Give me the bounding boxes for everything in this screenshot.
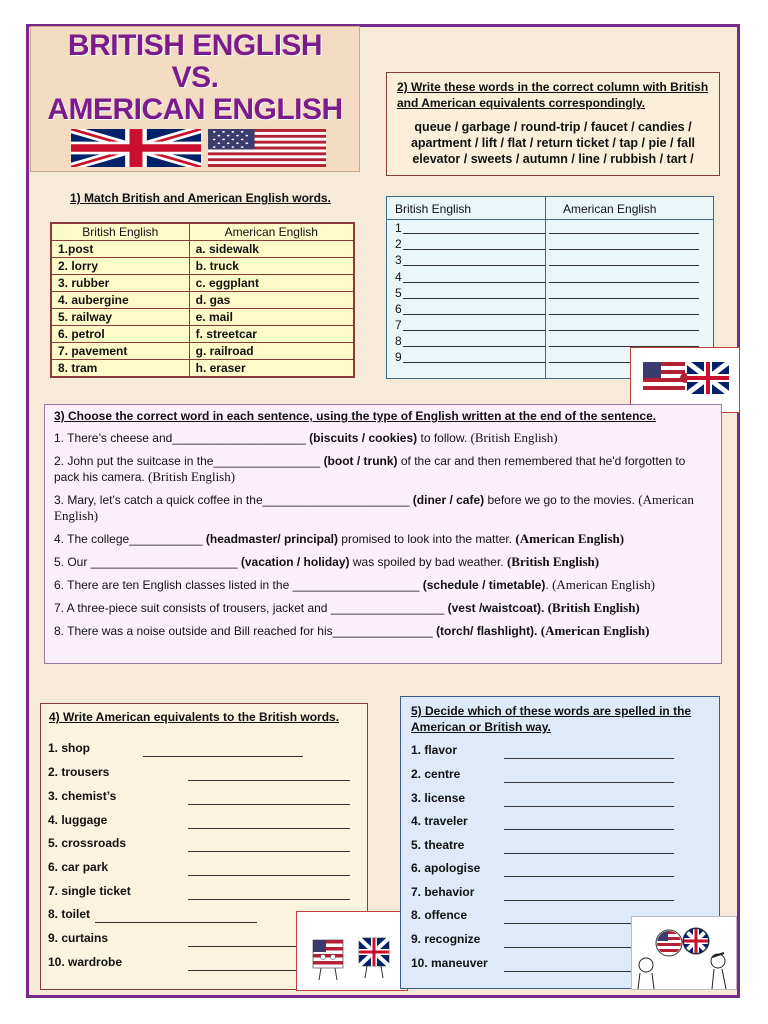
sentence-text: 5. Our ______________________ <box>54 555 241 569</box>
sentence <box>54 430 712 446</box>
american-cell: a. sidewalk <box>189 241 354 258</box>
row-number: 1 <box>395 221 402 235</box>
table-row <box>51 275 354 292</box>
sentence <box>54 623 712 639</box>
column-row <box>395 236 703 251</box>
column-row <box>395 220 703 235</box>
american-blank[interactable] <box>549 238 699 250</box>
sentence <box>54 492 712 524</box>
answer-blank[interactable] <box>188 864 350 876</box>
column-row <box>395 317 703 332</box>
task3-heading: 3) Choose the correct word in each sentence, using the type of English written at the end of the sentence. <box>54 409 657 423</box>
american-cell: g. railroad <box>189 343 354 360</box>
british-blank[interactable] <box>403 351 545 363</box>
table-row <box>51 258 354 275</box>
sentence-variety: (American English) <box>54 492 694 523</box>
title-line-3: AMERICAN ENGLISH <box>47 93 343 126</box>
british-blank[interactable] <box>403 303 545 315</box>
british-cell: 2. lorry <box>51 258 189 275</box>
sentence-text: 7. A three-piece suit consists of trousers, jacket and _________________ <box>54 601 448 615</box>
list-item: 10. maneuver <box>411 956 488 970</box>
answer-blank[interactable] <box>143 745 303 757</box>
sentence-text: 2. John put the suitcase in the________________ <box>54 454 324 468</box>
sentence-options: (vacation / holiday) <box>240 555 350 569</box>
match-table <box>50 222 355 378</box>
american-cell: c. eggplant <box>189 275 354 292</box>
sentence-rest: promised to look into the matter. <box>337 532 516 546</box>
answer-blank[interactable] <box>504 936 632 948</box>
answer-blank[interactable] <box>95 911 257 923</box>
list-item: 2. trousers <box>48 765 110 779</box>
answer-blank[interactable] <box>188 959 298 971</box>
sentence-variety: (American English) <box>515 531 625 546</box>
row-number: 4 <box>395 270 402 284</box>
sentence-options: (diner / cafe) <box>412 493 485 507</box>
sentence-text: 6. There are ten English classes listed in the ___________________ <box>54 578 423 592</box>
row-number: 6 <box>395 302 402 316</box>
british-blank[interactable] <box>403 238 545 250</box>
sentence-rest: of the car and then remembered that he'd forgotten to pack his camera. <box>54 454 686 484</box>
british-cell: 5. railway <box>51 309 189 326</box>
sentence <box>54 554 712 570</box>
sentence <box>54 577 712 593</box>
title-box <box>30 26 360 172</box>
answer-blank[interactable] <box>504 912 632 924</box>
table-row <box>51 241 354 258</box>
column-row <box>395 285 703 300</box>
answer-blank[interactable] <box>504 795 674 807</box>
columns-header-american: American English <box>563 202 657 216</box>
sentence-rest: . <box>545 578 553 592</box>
sentence-variety: (British English) <box>470 430 558 445</box>
puzzle-flags-icon <box>631 348 739 412</box>
answer-blank[interactable] <box>188 840 350 852</box>
us-flag-icon <box>208 129 326 167</box>
british-cell: 4. aubergine <box>51 292 189 309</box>
list-item: 8. toilet <box>48 907 91 921</box>
sentence <box>54 531 712 547</box>
row-number: 3 <box>395 253 402 267</box>
sentence-options: (torch/ flashlight). <box>436 624 538 638</box>
table-row <box>51 309 354 326</box>
list-item: 9. recognize <box>411 932 481 946</box>
sentence <box>54 453 712 485</box>
cartoon-people-icon <box>632 917 736 989</box>
british-cell: 7. pavement <box>51 343 189 360</box>
column-row <box>395 333 703 348</box>
american-blank[interactable] <box>549 254 699 266</box>
sentence-variety: (British English) <box>547 600 640 615</box>
british-cell: 3. rubber <box>51 275 189 292</box>
match-header-british: British English <box>51 223 189 241</box>
task4-heading: 4) Write American equivalents to the British words. <box>49 710 340 724</box>
list-item: 10. wardrobe <box>48 955 123 969</box>
list-item: 2. centre <box>411 767 461 781</box>
sentence-options: (schedule / timetable) <box>422 578 546 592</box>
british-blank[interactable] <box>403 287 545 299</box>
answer-blank[interactable] <box>504 842 674 854</box>
task3-box <box>44 404 722 664</box>
list-item: 9. curtains <box>48 931 109 945</box>
american-blank[interactable] <box>549 222 699 234</box>
sentence-rest: to follow. <box>417 431 471 445</box>
american-blank[interactable] <box>549 335 699 347</box>
british-cell: 6. petrol <box>51 326 189 343</box>
sentence-text: 4. The college___________ <box>54 532 206 546</box>
sentence-options: (biscuits / cookies) <box>309 431 418 445</box>
task2-word-list: queue / garbage / round-trip / faucet / candies / apartment / lift / flat / return ticket / tap / pie / fall elevator / sweets / autumn / line / rubbish / tart / <box>410 120 696 166</box>
sentence-options: (boot / trunk) <box>323 454 398 468</box>
row-number: 8 <box>395 334 402 348</box>
answer-blank[interactable] <box>504 771 674 783</box>
sentence-variety: (British English) <box>506 554 600 569</box>
american-blank[interactable] <box>549 303 699 315</box>
british-blank[interactable] <box>403 254 545 266</box>
answer-blank[interactable] <box>504 747 674 759</box>
sentence-variety: (British English) <box>148 469 236 484</box>
answer-blank[interactable] <box>504 865 674 877</box>
sentence-text: 3. Mary, let's catch a quick coffee in the______________________ <box>54 493 413 507</box>
british-blank[interactable] <box>403 335 545 347</box>
sentence-text: 8. There was a noise outside and Bill reached for his_______________ <box>54 624 437 638</box>
sentence-options: (headmaster/ principal) <box>205 532 338 546</box>
table-row <box>51 326 354 343</box>
answer-blank[interactable] <box>188 769 350 781</box>
task1-heading: 1) Match British and American English words. <box>70 191 331 205</box>
table-row <box>51 360 354 378</box>
list-item: 5. crossroads <box>48 836 127 850</box>
task5-heading: 5) Decide which of these words are spelled in the American or British way. <box>411 704 692 734</box>
task2-box <box>386 72 720 176</box>
table-row <box>51 292 354 309</box>
list-item: 6. car park <box>48 860 109 874</box>
american-cell: h. eraser <box>189 360 354 378</box>
list-item: 3. chemist’s <box>48 789 117 803</box>
sentence-variety: (American English) <box>552 577 655 592</box>
list-item: 5. theatre <box>411 838 465 852</box>
column-row <box>395 269 703 284</box>
list-item: 7. behavior <box>411 885 475 899</box>
sentence-rest: before we go to the movies. <box>484 493 639 507</box>
column-row <box>395 301 703 316</box>
answer-blank[interactable] <box>504 889 674 901</box>
answer-blank[interactable] <box>188 793 350 805</box>
task2-heading: 2) Write these words in the correct column with British and American equivalents correspondingly. <box>397 80 709 110</box>
uk-flag-icon <box>71 129 201 167</box>
cartoon-flags-icon <box>297 912 407 990</box>
row-number: 2 <box>395 237 402 251</box>
american-cell: b. truck <box>189 258 354 275</box>
british-blank[interactable] <box>403 271 545 283</box>
list-item: 6. apologise <box>411 861 481 875</box>
answer-blank[interactable] <box>504 818 674 830</box>
match-header-american: American English <box>189 223 354 241</box>
sentence-options: (vest /waistcoat). <box>447 601 545 615</box>
columns-header-british: British English <box>395 202 472 216</box>
table-row <box>51 343 354 360</box>
sentence-text: 1. There’s cheese and____________________ <box>54 431 310 445</box>
british-cell: 8. tram <box>51 360 189 378</box>
cartoon-people-image <box>631 916 737 990</box>
answer-blank[interactable] <box>188 888 350 900</box>
sentence-rest: was spoiled by bad weather. <box>349 555 507 569</box>
row-number: 9 <box>395 350 402 364</box>
british-blank[interactable] <box>403 222 545 234</box>
list-item: 3. license <box>411 791 466 805</box>
list-item: 1. flavor <box>411 743 458 757</box>
british-cell: 1.post <box>51 241 189 258</box>
row-number: 7 <box>395 318 402 332</box>
title-line-1: BRITISH ENGLISH <box>67 29 323 62</box>
answer-blank[interactable] <box>188 817 350 829</box>
column-row <box>395 252 703 267</box>
answer-blank[interactable] <box>188 935 298 947</box>
list-item: 7. single ticket <box>48 884 131 898</box>
american-cell: e. mail <box>189 309 354 326</box>
american-blank[interactable] <box>549 287 699 299</box>
list-item: 4. luggage <box>48 813 108 827</box>
list-item: 1. shop <box>48 741 91 755</box>
answer-blank[interactable] <box>504 960 632 972</box>
sentence-variety: (American English) <box>540 623 650 638</box>
list-item: 4. traveler <box>411 814 468 828</box>
cartoon-flags-image <box>296 911 408 991</box>
sentence <box>54 600 712 616</box>
american-blank[interactable] <box>549 319 699 331</box>
american-cell: d. gas <box>189 292 354 309</box>
row-number: 5 <box>395 286 402 300</box>
american-cell: f. streetcar <box>189 326 354 343</box>
title-line-2: VS. <box>171 61 219 94</box>
american-blank[interactable] <box>549 271 699 283</box>
list-item: 8. offence <box>411 908 468 922</box>
british-blank[interactable] <box>403 319 545 331</box>
